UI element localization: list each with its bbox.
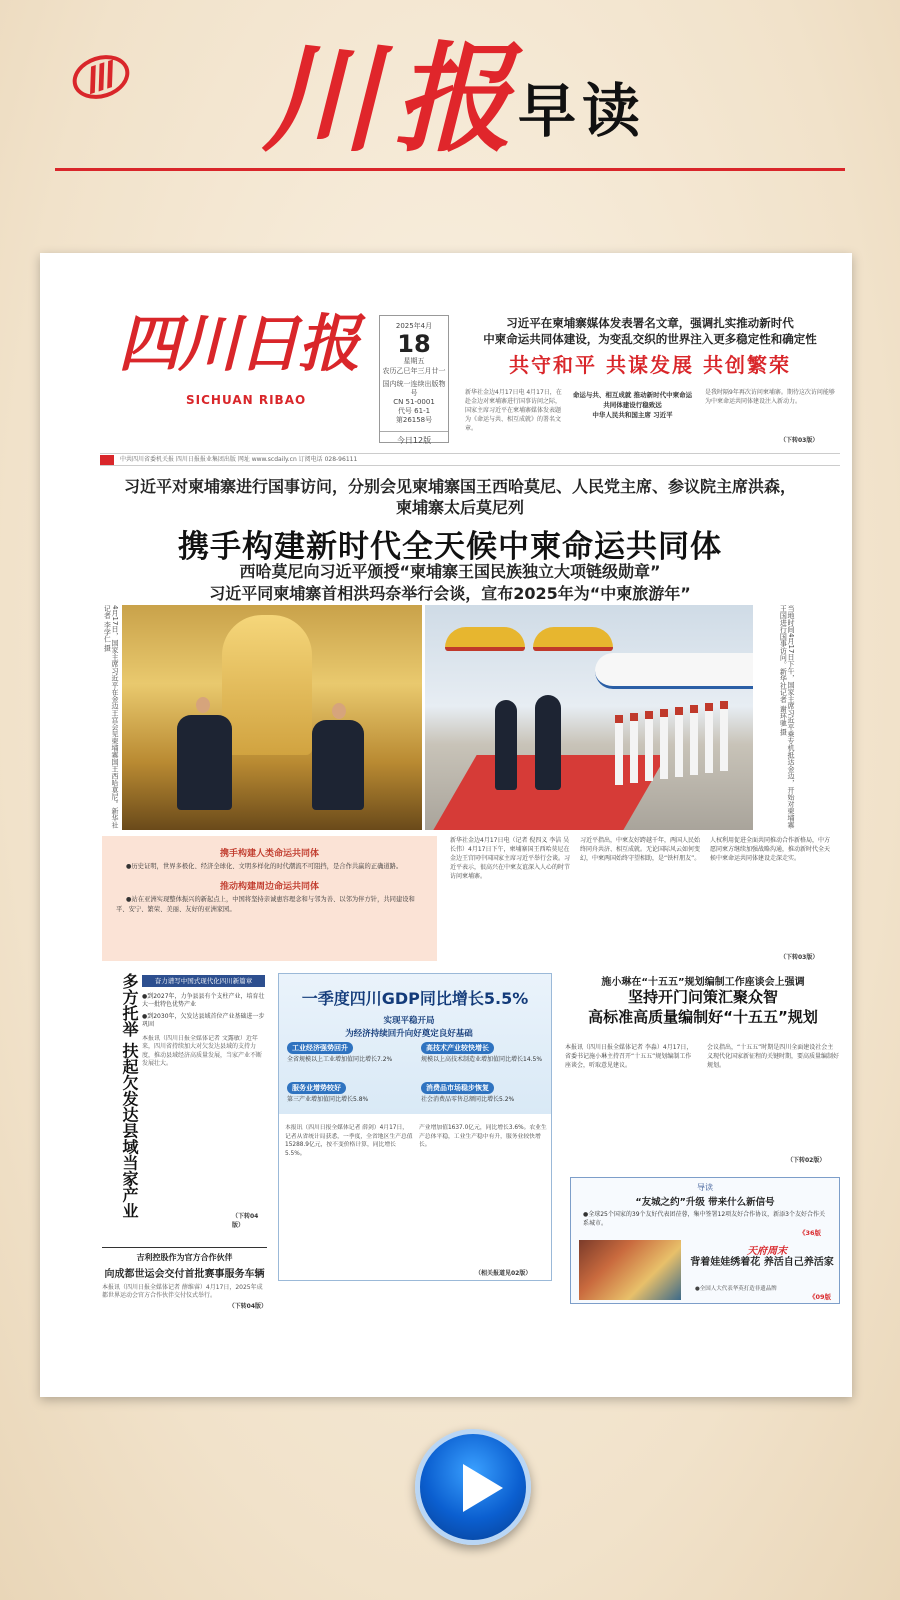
planning-headline-2: 高标准高质量编制好“十五五”规划 — [588, 1007, 818, 1026]
county-bullet-2: ●到2030年，欠发达县域首位产业基础进一步巩固 — [142, 1013, 265, 1029]
geely-kicker: 吉利控股作为官方合作伙伴 — [136, 1253, 233, 1262]
guard — [630, 713, 638, 783]
county-body: 本报讯（四川日报全媒体记者 文露敏）近年来，四川省持续加大对欠发达县域的支持力度，推动县域经济高质量发展，当家产业不断发展壮大。 — [142, 1035, 263, 1068]
top-news-body: 新华社金边4月17日电 4月17日，在赴金边对柬埔寨进行国事访问之际，国家主席习近平在柬埔寨媒体发表题为《命运与共、相互成就》的署名文章。 — [465, 389, 562, 432]
quote-box — [102, 836, 437, 961]
lead-subhead-1: 西哈莫尼向习近平颁授“柬埔寨王国民族独立大项链级勋章” — [239, 562, 661, 581]
gdp-card-consumer — [421, 1082, 543, 1105]
planning-kicker: 施小琳在“十五五”规划编制工作座谈会上强调 — [601, 977, 805, 988]
gdp-card-consumer-title: 消费品市场稳步恢复 — [421, 1082, 494, 1094]
guide-text-1: ●全球25个国家的39个友好代表团莅蓉，集中签署12项友好合作协议，新添3个友好合作关系城市。 — [583, 1211, 825, 1227]
gdp-card-industry-text: 全省规模以上工业增加值同比增长7.2% — [287, 1056, 393, 1064]
figure-left — [177, 715, 232, 810]
top-news[interactable] — [465, 315, 835, 378]
county-industry-article[interactable] — [102, 973, 267, 1229]
guide-page-link-1[interactable]: 《36版 — [799, 1229, 822, 1237]
lead-col-2: 习近平指出，中柬友好跨越千年，两国人民始终同舟共济、相互成就。无论国际风云如何变幻，中柬两国始终守望相助，是“铁杆朋友”。 — [580, 837, 701, 862]
planning-article[interactable] — [565, 973, 841, 1164]
play-button[interactable] — [415, 1429, 531, 1545]
guide-title: 导读 — [697, 1183, 713, 1192]
figure-walk-1 — [495, 700, 517, 790]
gdp-card-service-title: 服务业增势较好 — [287, 1082, 346, 1094]
guard — [720, 701, 728, 771]
gdp-card-hightech-text: 规模以上高技术制造业增加值同比增长14.5% — [421, 1056, 543, 1064]
lead-more-link[interactable]: （下转03版） — [780, 954, 819, 961]
gdp-infographic[interactable] — [278, 973, 552, 1281]
gdp-sub-2: 为经济持续回升向好奠定良好基础 — [345, 1029, 473, 1039]
umbrella-right — [533, 627, 613, 651]
gdp-title: 一季度四川GDP同比增长5.5% — [301, 989, 529, 1008]
top-news-line1: 习近平在柬埔寨媒体发表署名文章，强调扎实推动新时代 — [506, 316, 794, 330]
geely-body: 本报讯（四川日报全媒体记者 薛维睿）4月17日，2025年成都世界运动会官方合作伙伴交付仪式举行。 — [102, 1284, 263, 1300]
figure-left-head — [196, 697, 210, 713]
photo-palace-meeting[interactable] — [122, 605, 422, 830]
photo-airport-welcome[interactable] — [425, 605, 753, 830]
gdp-card-consumer-text: 社会消费品零售总额同比增长5.2% — [421, 1096, 515, 1104]
top-news-headline: 共守和平 共谋发展 共创繁荣 — [509, 353, 791, 378]
figure-walk-2 — [535, 695, 561, 790]
page-count: 今日12版 — [380, 431, 448, 446]
guard — [705, 703, 713, 773]
guide-page-link-2[interactable]: 《09版 — [809, 1293, 832, 1301]
quote-text-1: ●历史证明，世界多极化、经济全球化、文明多样化的时代潮流不可阻挡，是合作共赢的正确道路。 — [126, 863, 403, 870]
top-news-line2: 中柬命运共同体建设，为变乱交织的世界注入更多稳定性和确定性 — [483, 332, 817, 347]
top-news-more-link[interactable]: （下转03版） — [780, 437, 819, 444]
guard — [660, 709, 668, 779]
info-bar — [100, 453, 840, 466]
figure-right-head — [332, 703, 346, 719]
county-article-header: 奋力谱写中国式现代化四川新篇章 — [142, 975, 265, 987]
gdp-body-1: 本报讯（四川日报全媒体记者 薛剑）4月17日，记者从省统计局获悉，一季度，全省地区生产总值15288.9亿元，按不变价格计算，同比增长5.5%。 — [285, 1125, 413, 1158]
issn-2: 代号 61-1 — [397, 406, 431, 415]
day: 18 — [397, 330, 431, 359]
lead-col-1: 新华社金边4月17日电（记者 倪四义 李洁 吴长伟）4月17日下午，柬埔寨国王西哈莫尼在金边王宫同中国国家主席习近平举行会谈。习近平表示，很高兴在中柬友谊深入人心的时节访问柬埔寨。 — [450, 837, 571, 880]
newspaper-masthead-en: SICHUAN RIBAO — [186, 393, 307, 407]
app-subtitle: 早读 — [518, 77, 647, 145]
top-news-subtitle-text: 命运与共、相互成就 推动新时代中柬命运共同体建设行稳致远 — [572, 391, 693, 409]
weekend-brand: 天府周末 — [747, 1246, 787, 1257]
guide-headline-2: 背着娃娃绣着花 养活自己养活家 — [690, 1257, 834, 1268]
guard — [645, 711, 653, 781]
lead-article-body — [450, 836, 840, 961]
guard — [690, 705, 698, 775]
quote-title-2: 推动构建周边命运共同体 — [219, 881, 319, 892]
quote-title-1: 携手构建人类命运共同体 — [219, 849, 319, 859]
lead-kicker: 习近平对柬埔寨进行国事访问，分别会见柬埔寨国王西哈莫尼、人民党主席、参议院主席洪森，柬埔寨太后莫尼列 — [123, 477, 796, 517]
lead-subhead-2: 习近平同柬埔寨首相洪玛奈举行会谈，宣布2025年为“中柬旅游年” — [209, 584, 691, 603]
info-bar-text: 中共四川省委机关报 四川日报报业集团出版 网址 www.scdaily.cn 订阅电话 028-96111 — [120, 456, 358, 463]
planning-headline-1: 坚持开门问策汇聚众智 — [627, 988, 778, 1006]
gdp-sub-1: 实现平稳开局 — [383, 1016, 435, 1026]
lead-headline[interactable]: 携手构建新时代全天候中柬命运共同体 — [178, 529, 722, 565]
lead-col-3: 人权利用促进全面共同推动合作新格局，中方愿同柬方继续加强战略沟通，推动新时代全天候中柬命运共同体建设走深走实。 — [710, 837, 831, 862]
top-news-body-2: 是我时隔9年再次访问柬埔寨。期待这次访问能够为中柬命运共同体建设注入新动力。 — [705, 389, 835, 405]
quote-text-2: ●站在亚洲实现整体振兴的新起点上，中国将坚持亲诚惠容理念和与邻为善、以邻为伴方针，共同建设和平、安宁、繁荣、美丽、友好的亚洲家园。 — [116, 895, 415, 913]
plane-shape — [595, 653, 753, 689]
photo-caption-left: 4月17日，国家主席习近平在金边王宫会见柬埔寨国王西哈莫尼。新华社记者 李学仁 摄 — [103, 605, 119, 829]
weekday: 星期五 — [403, 357, 425, 366]
header-divider — [55, 168, 845, 171]
county-more-link[interactable]: （下转04版） — [232, 1213, 259, 1229]
geely-article[interactable] — [102, 1252, 267, 1310]
guide-headline-1: “友城之约”升级 带来什么新信号 — [635, 1197, 775, 1208]
newspaper-masthead: 四川日报 — [118, 307, 359, 380]
gdp-card-industry — [287, 1042, 407, 1065]
gdp-card-industry-title: 工业经济强势回升 — [287, 1042, 353, 1054]
umbrella-left — [445, 627, 525, 651]
play-icon — [463, 1464, 503, 1512]
planning-more-link[interactable]: （下转02版） — [787, 1157, 826, 1164]
county-bullet-1: ●到2027年，力争县县有个支柱产业，培育壮大一批特色优势产业 — [142, 993, 265, 1009]
planning-body-1: 本报讯（四川日报全媒体记者 李淼）4月17日，省委书记施小琳主持召开“十五五”规划编制工作座谈会，听取意见建议。 — [565, 1044, 693, 1069]
geely-title: 向成都世运会交付首批赛事服务车辆 — [104, 1269, 265, 1280]
photo-caption-right: 当地时间4月17日下午，国家主席习近平乘专机抵达金边，开始对柬埔寨王国进行国事访问。新华社记者 谢环驰 摄 — [779, 605, 795, 829]
guide-text-2: ●全国人大代表华英打造非遗品牌 — [695, 1286, 777, 1292]
gdp-body-2: 产业增加值1637.0亿元，同比增长3.6%。农业生产总体平稳，工业生产稳中有升，服务业较快增长。 — [419, 1125, 547, 1149]
issue-number: 第26158号 — [395, 416, 433, 425]
lunar-date: 农历乙巳年三月廿一 — [382, 366, 446, 375]
app-header — [0, 0, 900, 250]
gdp-card-hightech — [421, 1042, 543, 1065]
newspaper-page[interactable] — [40, 253, 852, 1397]
gdp-card-hightech-title: 高技术产业较快增长 — [421, 1042, 494, 1054]
date-box — [379, 315, 449, 446]
issn-1: CN 51-0001 — [393, 397, 435, 406]
throne-shape — [222, 615, 312, 755]
top-news-subtitle — [570, 391, 695, 441]
year-month: 2025年4月 — [395, 322, 433, 330]
guide-box[interactable] — [570, 1177, 840, 1304]
gdp-card-service — [287, 1082, 407, 1105]
planning-body-2: 会议指出，“十五五”时期是四川全面建设社会主义现代化国家新征程的关键时期，要高质量编制好规划。 — [707, 1044, 839, 1069]
guard — [675, 707, 683, 777]
geely-more-link[interactable]: （下转04版） — [228, 1302, 267, 1310]
guard — [615, 715, 623, 785]
county-article-title: 多方托举 扶起欠发达县域当家产业 — [120, 973, 139, 1219]
top-news-author: 中华人民共和国主席 习近平 — [592, 410, 673, 419]
issn-line: 国内统一连续出版物号 — [382, 379, 446, 397]
gdp-card-service-text: 第三产业增加值同比增长5.8% — [287, 1096, 369, 1104]
bar-logo-icon — [100, 455, 114, 465]
figure-right — [312, 720, 364, 810]
app-title: 川报 — [262, 29, 527, 168]
guide-photo[interactable] — [579, 1240, 681, 1300]
left-divider — [102, 1247, 267, 1248]
gdp-more-link[interactable]: （相关报道见02版） — [475, 1270, 532, 1277]
brand-logo-icon — [67, 48, 135, 106]
